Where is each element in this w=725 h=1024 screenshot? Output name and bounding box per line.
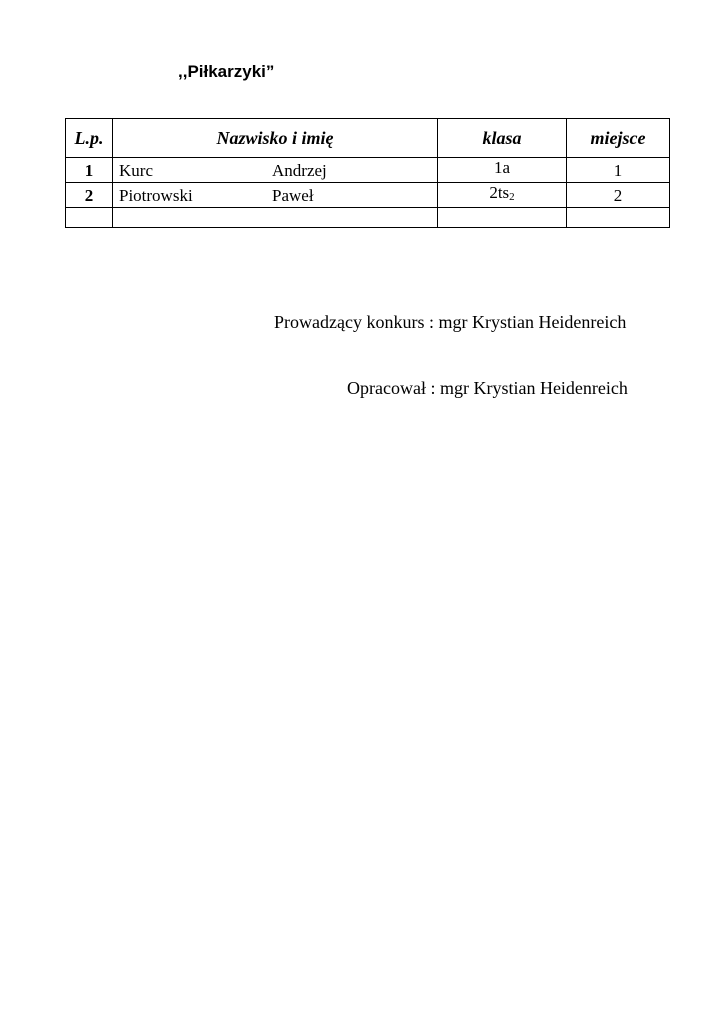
document-title: ,,Piłkarzyki”: [178, 62, 275, 81]
table-row: [66, 208, 670, 228]
row-klasa: [438, 158, 567, 183]
results-table: [65, 118, 670, 228]
table-row: [66, 183, 670, 208]
row-klasa-text: 1a: [493, 158, 511, 177]
header-lp: L.p.: [66, 119, 113, 158]
header-klasa: klasa: [438, 119, 567, 158]
row-surname: Piotrowski: [119, 185, 193, 205]
header-miejsce: miejsce: [567, 119, 670, 158]
row-name: [113, 183, 438, 208]
row-name: [113, 208, 438, 228]
table-row: [66, 158, 670, 183]
row-miejsce: [567, 208, 670, 228]
row-miejsce: 1: [567, 158, 670, 183]
row-lp: [66, 208, 113, 228]
row-klasa: [438, 208, 567, 228]
header-name: Nazwisko i imię: [113, 119, 438, 158]
row-miejsce: 2: [567, 183, 670, 208]
prepared-by-line: Opracował : mgr Krystian Heidenreich: [347, 378, 628, 398]
row-name: [113, 158, 438, 183]
row-firstname: Paweł: [272, 185, 314, 205]
row-firstname: Andrzej: [272, 160, 327, 180]
row-klasa-text: 2ts: [489, 183, 510, 202]
organizer-line: Prowadzący konkurs : mgr Krystian Heidenreich: [274, 312, 627, 332]
row-klasa: [438, 183, 567, 208]
table-header-row: [66, 119, 670, 158]
row-lp: 1: [66, 158, 113, 183]
row-klasa-sub: 2: [509, 191, 515, 203]
row-lp: 2: [66, 183, 113, 208]
row-surname: Kurc: [119, 160, 153, 180]
